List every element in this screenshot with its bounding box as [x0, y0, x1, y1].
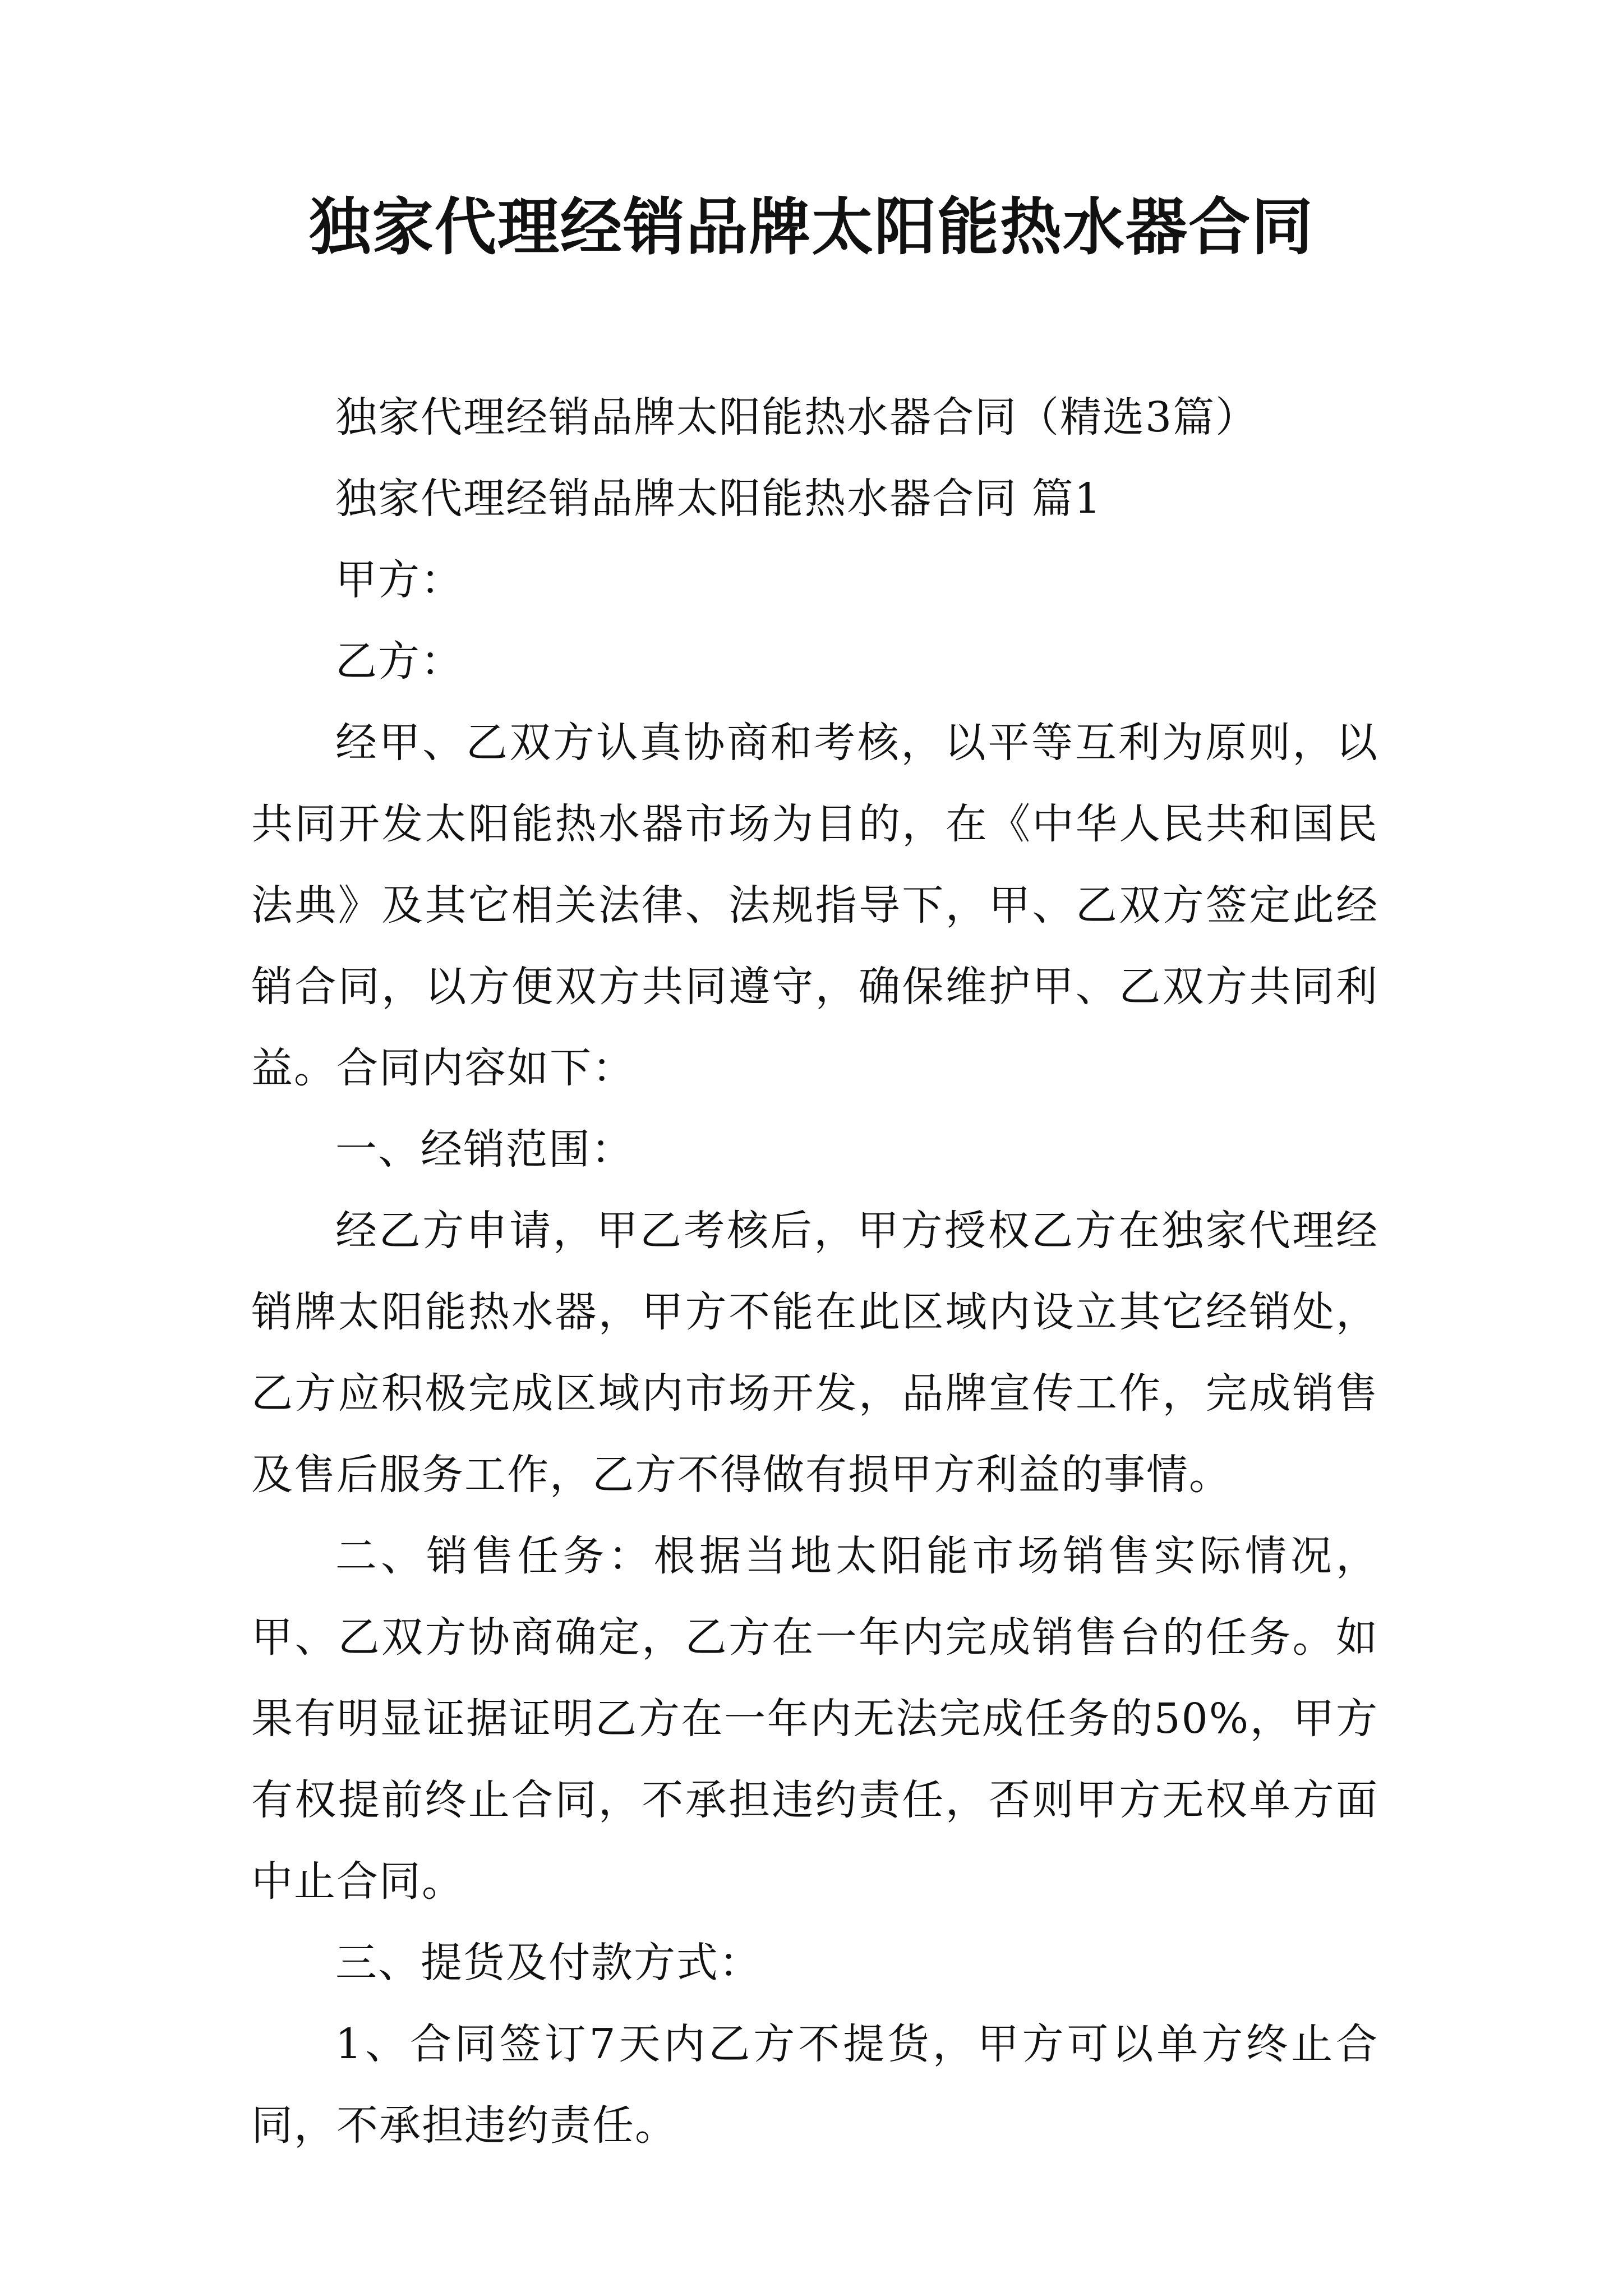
document-body: [251, 377, 1378, 2166]
paragraph-clause-3-heading: 三、提货及付款方式：: [335, 1939, 762, 1987]
paragraph-party-b: 乙方：: [335, 637, 463, 685]
paragraph-clause-1-heading: 一、经销范围：: [335, 1125, 634, 1174]
paragraph-party-a: 甲方：: [335, 556, 463, 604]
paragraph-clause-2: 二、销售任务：根据当地太阳能市场销售实际情况，甲、乙双方协商确定，乙方在一年内完成销售台的任务。如果有明显证据证明乙方在一年内无法完成任务的50%，甲方有权提前终止合同，不承担违约责任，否则甲方无权单方面中止合同。: [251, 1532, 1378, 1906]
paragraph-subtitle: 独家代理经销品牌太阳能热水器合同（精选3篇）: [335, 393, 1258, 441]
paragraph-clause-3-item-1: 1、合同签订7天内乙方不提货，甲方可以单方终止合同，不承担违约责任。: [251, 2020, 1378, 2150]
paragraph-clause-1-body: 经乙方申请，甲乙考核后，甲方授权乙方在独家代理经销牌太阳能热水器，甲方不能在此区域内设立其它经销处，乙方应积极完成区域内市场开发，品牌宣传工作，完成销售及售后服务工作，乙方不得做有损甲方利益的事情。: [251, 1207, 1378, 1499]
paragraph-preamble: 经甲、乙双方认真协商和考核，以平等互利为原则，以共同开发太阳能热水器市场为目的，在《中华人民共和国民法典》及其它相关法律、法规指导下，甲、乙双方签定此经销合同，以方便双方共同遵守，确保维护甲、乙双方共同利益。合同内容如下：: [251, 719, 1378, 1092]
document-title: 独家代理经销品牌太阳能热水器合同: [309, 191, 1314, 263]
paragraph-section-heading: 独家代理经销品牌太阳能热水器合同 篇1: [335, 475, 1102, 523]
